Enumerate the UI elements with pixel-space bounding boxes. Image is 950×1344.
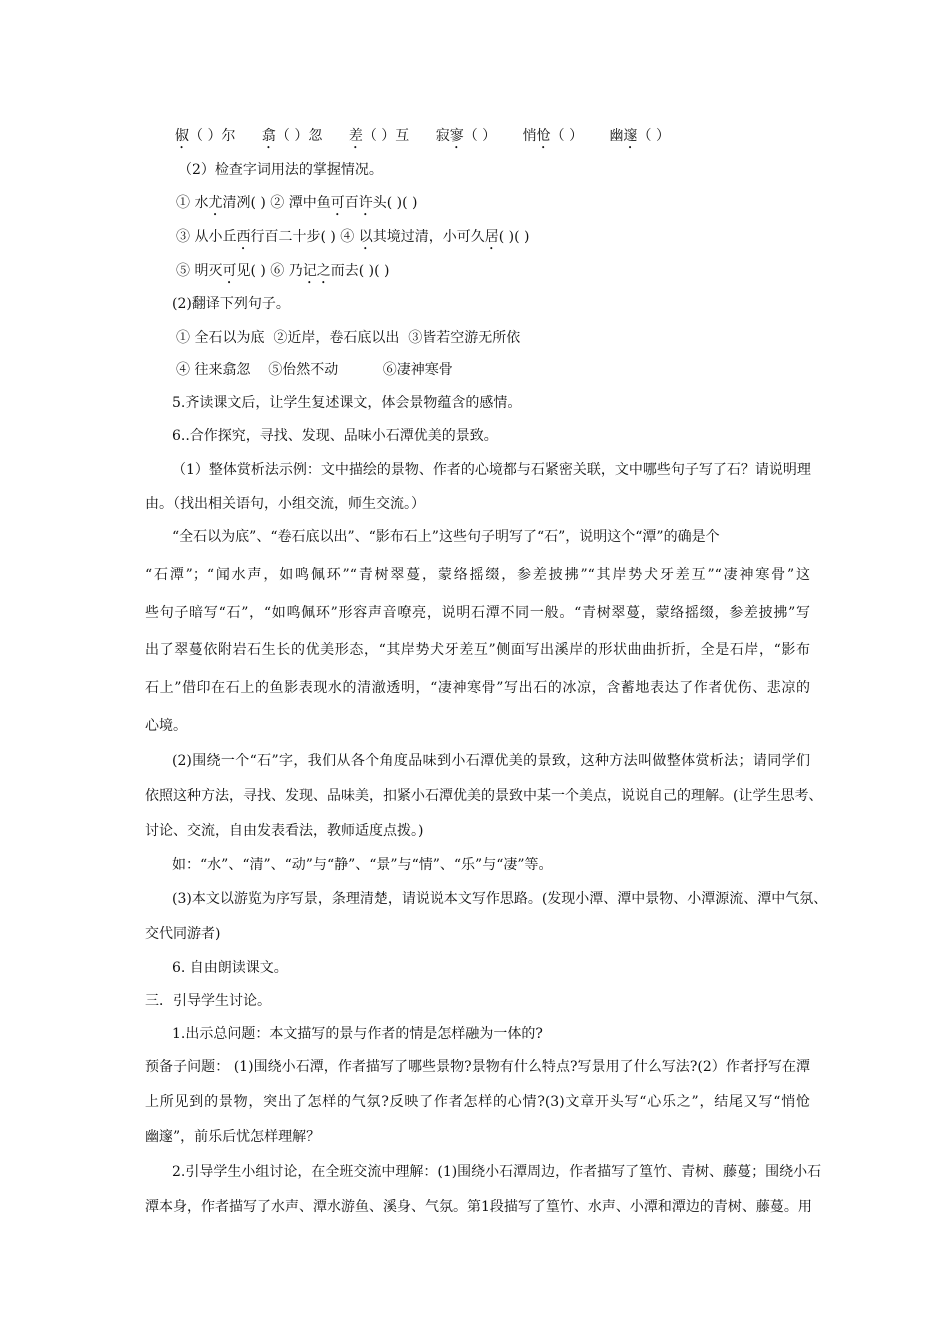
pronunciation-row — [175, 126, 840, 152]
pron-item-1: 俶（ ）尔 — [175, 128, 236, 144]
text-line: 幽邃”，前乐后忧怎样理解？ — [145, 1129, 321, 1145]
text-line: ③ 从小丘西行百二十步( ) ④ 以其境过清，小可久居( )( ) — [176, 229, 530, 245]
text-line: 如：“水”、“清”、“动”与“静”、“景”与“情”、“乐”与“凄”等。 — [172, 857, 553, 873]
pron-item-5: 悄怆（ ） — [522, 128, 584, 144]
pron-item-4: 寂寥（ ） — [435, 128, 497, 144]
text-line: ① 水尤清冽( ) ② 潭中鱼可百许头( )( ) — [176, 195, 418, 211]
text-line: 2.引导学生小组讨论，在全班交流中理解：(1)围绕小石潭周边，作者描写了篁竹、青树、藤蔓；围绕小石 — [172, 1164, 822, 1180]
text-line: 潭本身，作者描写了水声、潭水游鱼、溪身、气氛。第1段描写了篁竹、水声、小潭和潭边的青树、藤蔓。用 — [145, 1199, 812, 1215]
text-line: “全石以为底”、“卷石底以出”、“影布石上”这些句子明写了“石”，说明这个“潭”的确是个 — [172, 529, 720, 545]
text-line: 1.出示总问题：本文描写的景与作者的情是怎样融为一体的? — [172, 1026, 543, 1042]
text-line: 石上”借印在石上的鱼影表现水的清澈透明，“凄神寒骨”写出石的冰凉，含蓄地表达了作者优伤、悲凉的 — [145, 680, 810, 696]
text-line: （2）检查字词用法的掌握情况。 — [178, 162, 383, 178]
pron-item-3: 差（ ）互 — [348, 128, 410, 144]
text-line: 5.齐读课文后，让学生复述课文，体会景物蕴含的感情。 — [172, 395, 522, 411]
section-heading: 三．引导学生讨论。 — [145, 993, 271, 1009]
text-line: 6. 自由朗读课文。 — [172, 960, 288, 976]
pron-item-6: 幽邃（ ） — [609, 128, 670, 144]
text-line: (2)翻译下列句子。 — [172, 296, 290, 312]
text-line: 出了翠蔓依附岩石生长的优美形态，“其岸势犬牙差互”侧面写出溪岸的形状曲曲折折，全是石岸，“影布 — [145, 642, 810, 658]
text-line: 些句子暗写“石”，“如鸣佩环”形容声音嘹亮，说明石潭不同一般。“青树翠蔓，蒙络摇缀，参差披拂”写 — [145, 605, 810, 621]
text-line: “石潭”；“闻水声，如鸣佩环”“青树翠蔓，蒙络摇缀，参差披拂”“其岸势犬牙差互”“凄神寒骨”这 — [145, 567, 810, 583]
text-line: 交代同游者) — [145, 926, 221, 942]
text-line: ① 全石以为底 ②近岸，卷石底以出 ③皆若空游无所依 — [176, 330, 521, 346]
text-line: ⑤ 明灭可见( ) ⑥ 乃记之而去( )( ) — [176, 263, 390, 279]
text-line: （1）整体赏析法示例：文中描绘的景物、作者的心境都与石紧密关联，文中哪些句子写了石？请说明理 — [172, 462, 811, 478]
text-line: 上所见到的景物，突出了怎样的气氛?反映了作者怎样的心情?(3)文章开头写“心乐之”，结尾又写“悄怆 — [145, 1094, 810, 1110]
text-line: 由。（找出相关语句，小组交流，师生交流。） — [145, 496, 425, 512]
text-line: 讨论、交流，自由发表看法，教师适度点拨。) — [145, 823, 424, 839]
text-line: (3)本文以游览为序写景，条理清楚，请说说本文写作思路。(发现小潭、潭中景物、小潭源流、潭中气氛、 — [172, 891, 828, 907]
text-line: (2)围绕一个“石”字，我们从各个角度品味到小石潭优美的景致，这种方法叫做整体赏析法；请同学们 — [172, 753, 810, 769]
text-line: ④ 往来翕忽 ⑤佁然不动 ⑥凄神寒骨 — [176, 362, 453, 378]
text-line: 6..合作探究，寻找、发现、品味小石潭优美的景致。 — [172, 428, 498, 444]
text-line: 心境。 — [145, 718, 187, 734]
text-line: 依照这种方法，寻找、发现、品味美，扣紧小石潭优美的景致中某一个美点，说说自己的理解。(让学生思考、 — [145, 788, 823, 804]
pron-item-2: 翕（ ）忽 — [261, 128, 323, 144]
text-line: 预备子问题： (1)围绕小石潭，作者描写了哪些景物?景物有什么特点?写景用了什么写法?(2）作者抒写在潭 — [145, 1059, 810, 1075]
